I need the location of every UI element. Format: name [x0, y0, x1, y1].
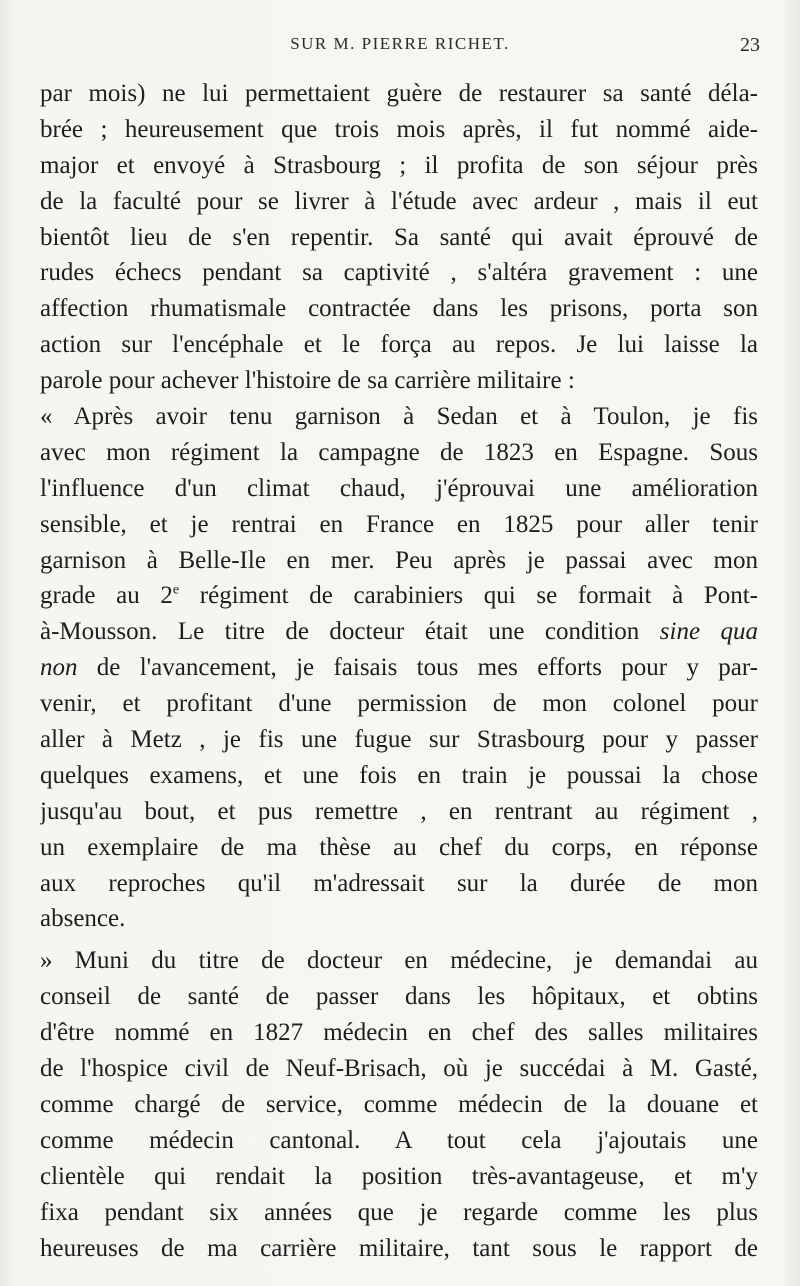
- text-line: garnison à Belle-Ile en mer. Peu après je passai avec mon: [40, 546, 758, 574]
- text-fragment: régiment de carabiniers qui se formait à Pont-: [179, 582, 758, 610]
- page-number: 23: [740, 34, 760, 56]
- text-line: rudes échecs pendant sa captivité , s'altéra gravement : une: [40, 259, 758, 287]
- text-line: avec mon régiment la campagne de 1823 en Espagne. Sous: [40, 438, 758, 466]
- text-line: de l'hospice civil de Neuf-Brisach, où je succédai à M. Gasté,: [40, 1055, 758, 1083]
- superscript: e: [172, 583, 180, 599]
- text-fragment: de l'avancement, je faisais tous mes efforts pour y par-: [77, 654, 758, 682]
- text-line: bientôt lieu de s'en repentir. Sa santé qui avait éprouvé de: [40, 223, 758, 251]
- text-line: parole pour achever l'histoire de sa carrière militaire :: [40, 367, 575, 395]
- text-line: « Après avoir tenu garnison à Sedan et à Toulon, je fis: [40, 403, 758, 431]
- text-line: absence.: [40, 905, 126, 933]
- text-line: brée ; heureusement que trois mois après, il fut nommé aide-: [40, 115, 758, 143]
- text-line: clientèle qui rendait la position très-avantageuse, et m'y: [40, 1162, 758, 1190]
- text-line: comme médecin cantonal. A tout cela j'ajoutais une: [40, 1126, 758, 1154]
- text-line: jusqu'au bout, et pus remettre , en rentrant au régiment ,: [40, 797, 758, 825]
- running-head: [40, 34, 760, 64]
- text-line: par mois) ne lui permettaient guère de restaurer sa santé déla-: [40, 80, 758, 107]
- text-line: » Muni du titre de docteur en médecine, je demandai au: [40, 947, 758, 975]
- text-line: aux reproches qu'il m'adressait sur la durée de mon: [40, 869, 758, 897]
- text-line: [40, 614, 758, 650]
- text-line: sensible, et je rentrai en France en 1825 pour aller tenir: [40, 510, 758, 538]
- italic-phrase: non: [40, 654, 78, 682]
- text-line: [40, 578, 758, 614]
- text-fragment: grade au 2: [40, 582, 173, 610]
- text-line: conseil de santé de passer dans les hôpitaux, et obtins: [40, 983, 758, 1011]
- text-line: de la faculté pour se livrer à l'étude avec ardeur , mais il eut: [40, 187, 758, 215]
- body-text: [40, 76, 758, 1266]
- text-line: heureuses de ma carrière militaire, tant sous le rapport de: [40, 1234, 758, 1262]
- text-line: un exemplaire de ma thèse au chef du corps, en réponse: [40, 833, 758, 861]
- text-line: l'influence d'un climat chaud, j'éprouvai une amélioration: [40, 474, 758, 502]
- text-line: action sur l'encéphale et le força au repos. Je lui laisse la: [40, 331, 758, 359]
- text-fragment: à-Mousson. Le titre de docteur était une condition: [40, 618, 660, 646]
- text-line: venir, et profitant d'une permission de mon colonel pour: [40, 690, 758, 718]
- text-line: quelques examens, et une fois en train je poussai la chose: [40, 761, 758, 789]
- text-line: [40, 650, 758, 686]
- text-line: fixa pendant six années que je regarde comme les plus: [40, 1198, 758, 1226]
- running-title: SUR M. PIERRE RICHET.: [290, 34, 510, 53]
- text-line: comme chargé de service, comme médecin de la douane et: [40, 1090, 758, 1118]
- italic-phrase: sine qua: [659, 618, 758, 646]
- text-line: aller à Metz , je fis une fugue sur Strasbourg pour y passer: [40, 726, 758, 754]
- text-line: d'être nommé en 1827 médecin en chef des salles militaires: [40, 1019, 758, 1047]
- text-line: major et envoyé à Strasbourg ; il profita de son séjour près: [40, 151, 758, 179]
- text-line: affection rhumatismale contractée dans les prisons, porta son: [40, 295, 758, 323]
